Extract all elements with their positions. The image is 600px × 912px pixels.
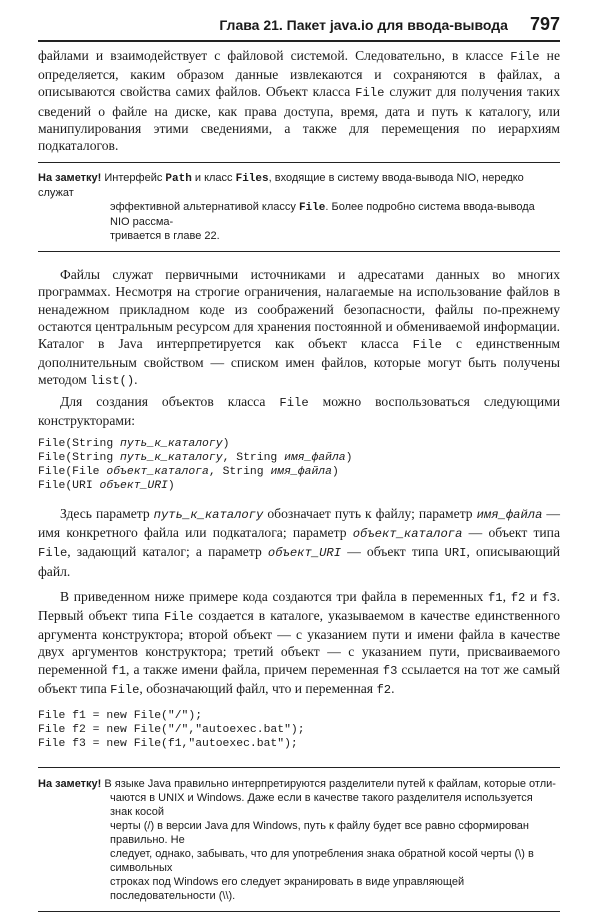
code-line: File(String путь_к_каталогу) (38, 438, 230, 451)
chapter-title: Глава 21. Пакет java.io для ввода-вывода (219, 17, 508, 33)
note-nio: На заметку! Интерфейс Path и класс Files, входящие в систему ввода-вывода NIO, нередко служат эффективной альтернативой классу File. Более подробно система ввода-вывода NIO рассма- тривается в главе 22. (38, 162, 560, 252)
code-line: File(String путь_к_каталогу, String имя_файла) (38, 452, 353, 465)
paragraph-intro: файлами и взаимодействует с файловой системой. Следовательно, в классе File не определяется, каким образом данные извлекаются и сохраняются в файлах, а описываются свойства самих файлов. Объект класса File служит для получения таких сведений о файле на диске, как права доступа, время, дата и путь к каталогу, или манипулирования этими сведениями, а также для перемещения по иерархиям подкаталогов. (38, 48, 560, 154)
code-example (38, 709, 560, 751)
page-number: 797 (529, 14, 560, 34)
code-constructors (38, 437, 560, 493)
code-line: File f2 = new File("/","autoexec.bat"); (38, 724, 305, 737)
paragraph-parameters: Здесь параметр путь_к_каталогу обозначает путь к файлу; параметр имя_файла — имя конкретного файла или подкаталога; параметр объект_каталога — объект типа File, задающий каталог; а параметр объект_URI — объект типа URI, описывающий файл. (38, 506, 561, 579)
paragraph-constructors-intro: Для создания объектов класса File можно воспользоваться следующими конструкторами: (38, 393, 560, 428)
note-label: На заметку! (38, 778, 102, 791)
note-separators: На заметку! В языке Java правильно интерпретируются разделители путей к файлам, которые отли- чаются в UNIX и Windows. Даже если в качестве такого разделителя используется знак косой черты (/) в версии Java для Windows, путь к файлу будет все равно сформирован правильно. Не следует, однако, забывать, что для употребления знака обратной косой черты (\) в символьных строках под Windows его следует экранировать в виде управляющей последовательности (\\). (38, 767, 560, 912)
code-line: File(URI объект_URI) (38, 480, 175, 493)
code-line: File f3 = new File(f1,"autoexec.bat"); (38, 738, 298, 751)
code-line: File(File объект_каталога, String имя_файла) (38, 466, 339, 479)
paragraph-files: Файлы служат первичными источниками и адресатами данных во многих программах. Несмотря на строгие ограничения, налагаемые на использование файлов в ненадежном прикладном коде из соображений безопасности, файлы по-прежнему остаются центральным ресурсом для хранения постоянной и обмениваемой информации. Каталог в Java интерпретируется как объект класса File с единственным дополнительным свойством — списком имен файлов, которые могут быть получены методом list(). (38, 267, 560, 389)
paragraph-example: В приведенном ниже примере кода создаются три файла в переменных f1, f2 и f3. Первый объект типа File создается в каталоге, указываемом в качестве единственного аргумента конструктора; второй объект — с указанием пути и имени файла в качестве двух аргументов конструктора; третий объект — с указанием пути, присваиваемого переменной f1, а также имени файла, причем переменная f3 ссылается на тот же самый объект типа File, обозначающий файл, что и переменная f2. (38, 588, 561, 697)
code-line: File f1 = new File("/"); (38, 710, 203, 723)
note-label: На заметку! (38, 172, 102, 185)
running-header (38, 14, 560, 42)
